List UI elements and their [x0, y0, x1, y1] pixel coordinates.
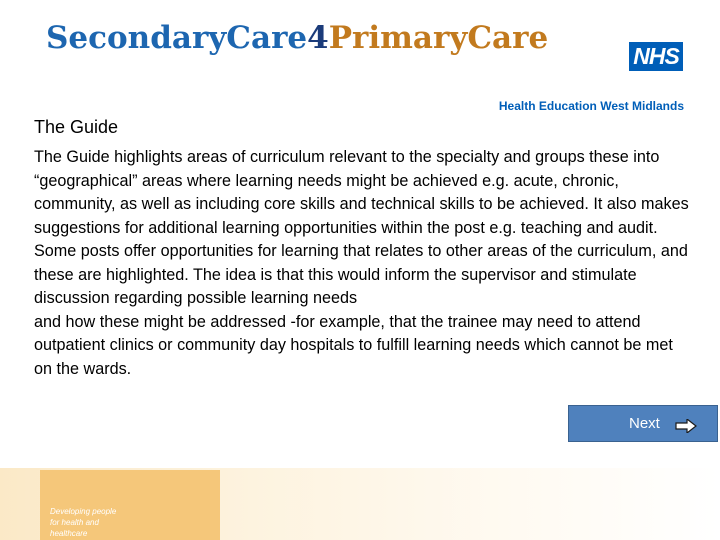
body-paragraph-2: Some posts offer opportunities for learning that relates to other areas of the curriculum, and these are highlighted. The idea is that this would inform the supervisor and stimulate discussion regarding possible learning needs: [34, 242, 688, 307]
next-button-label: Next: [629, 415, 660, 432]
tagline-line-3: healthcare: [50, 529, 88, 538]
next-button[interactable]: [568, 405, 718, 442]
page-title: [46, 20, 548, 56]
organization-name: Health Education West Midlands: [498, 99, 684, 113]
title-part-secondary: SecondaryCare: [46, 20, 308, 56]
title-part-4: 4: [307, 20, 329, 56]
tagline-line-1: Developing people: [50, 507, 117, 516]
body-paragraph-1: The Guide highlights areas of curriculum relevant to the specialty and groups these into “geographical” areas where learning needs might be achieved e.g. acute, chronic, community, as well as including core skills and technical skills to be achieved. It also makes suggestions for additional learning opportunities within the post e.g. teaching and audit.: [34, 148, 689, 237]
nhs-logo: NHS: [629, 42, 683, 71]
title-part-primary: PrimaryCare: [328, 20, 549, 56]
footer-tagline: [50, 506, 160, 539]
tagline-line-2: for health and: [50, 518, 99, 527]
guide-body: [34, 146, 694, 381]
section-heading: The Guide: [34, 117, 119, 137]
body-paragraph-3: and how these might be addressed -for example, that the trainee may need to attend outpatient clinics or community day hospitals to fulfill learning needs which cannot be met on the wards.: [34, 312, 673, 378]
arrow-right-icon: [675, 419, 697, 433]
